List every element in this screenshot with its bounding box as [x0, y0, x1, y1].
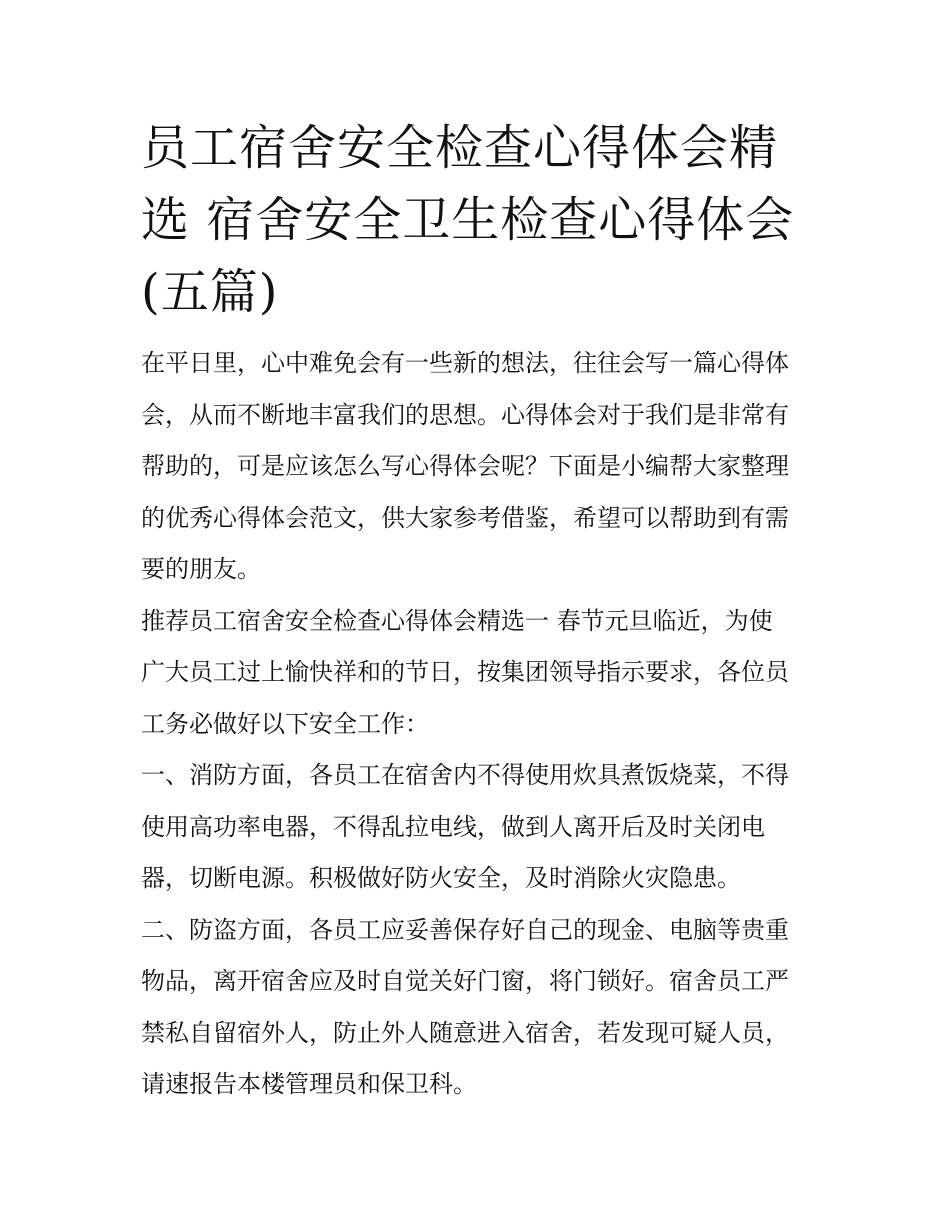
title-line: 员工宿舍安全检查心得体会精 [141, 120, 779, 176]
paragraph-line: 广大员工过上愉快祥和的节日，按集团领导指示要求，各位员 [141, 658, 789, 686]
title-line: 选 宿舍安全卫生检查心得体会 [141, 192, 795, 248]
paragraph-line: 请速报告本楼管理员和保卫科。 [141, 1070, 477, 1098]
paragraph-line: 帮助的，可是应该怎么写心得体会呢？下面是小编帮大家整理 [141, 452, 789, 480]
document-title [141, 112, 817, 328]
paragraph-line: 二、防盗方面，各员工应妥善保存好自己的现金、电脑等贵重 [141, 915, 789, 944]
recommendation-paragraph [141, 596, 817, 751]
paragraph-line: 推荐员工宿舍安全检查心得体会精选一 春节元旦临近，为使 [141, 606, 773, 635]
intro-paragraph [141, 338, 817, 596]
title-line: (五篇) [141, 264, 279, 320]
paragraph-line: 在平日里，心中难免会有一些新的想法，往往会写一篇心得体 [141, 349, 789, 377]
paragraph-line: 会，从而不断地丰富我们的思想。心得体会对于我们是非常有 [141, 400, 789, 429]
fire-safety-paragraph [141, 750, 817, 905]
document-body [141, 112, 817, 1111]
paragraph-line: 工务必做好以下安全工作： [141, 709, 429, 738]
paragraph-line: 的优秀心得体会范文，供大家参考借鉴，希望可以帮助到有需 [141, 503, 789, 532]
paragraph-line: 要的朋友。 [141, 555, 261, 583]
paragraph-line: 禁私自留宿外人，防止外人随意进入宿舍，若发现可疑人员， [141, 1018, 789, 1047]
theft-prevention-paragraph [141, 905, 817, 1111]
paragraph-line: 一、消防方面，各员工在宿舍内不得使用炊具煮饭烧菜，不得 [141, 761, 789, 789]
paragraph-line: 使用高功率电器，不得乱拉电线，做到人离开后及时关闭电 [141, 812, 765, 841]
paragraph-line: 器，切断电源。积极做好防火安全，及时消除火灾隐患。 [141, 864, 741, 892]
paragraph-line: 物品，离开宿舍应及时自觉关好门窗，将门锁好。宿舍员工严 [141, 967, 789, 995]
